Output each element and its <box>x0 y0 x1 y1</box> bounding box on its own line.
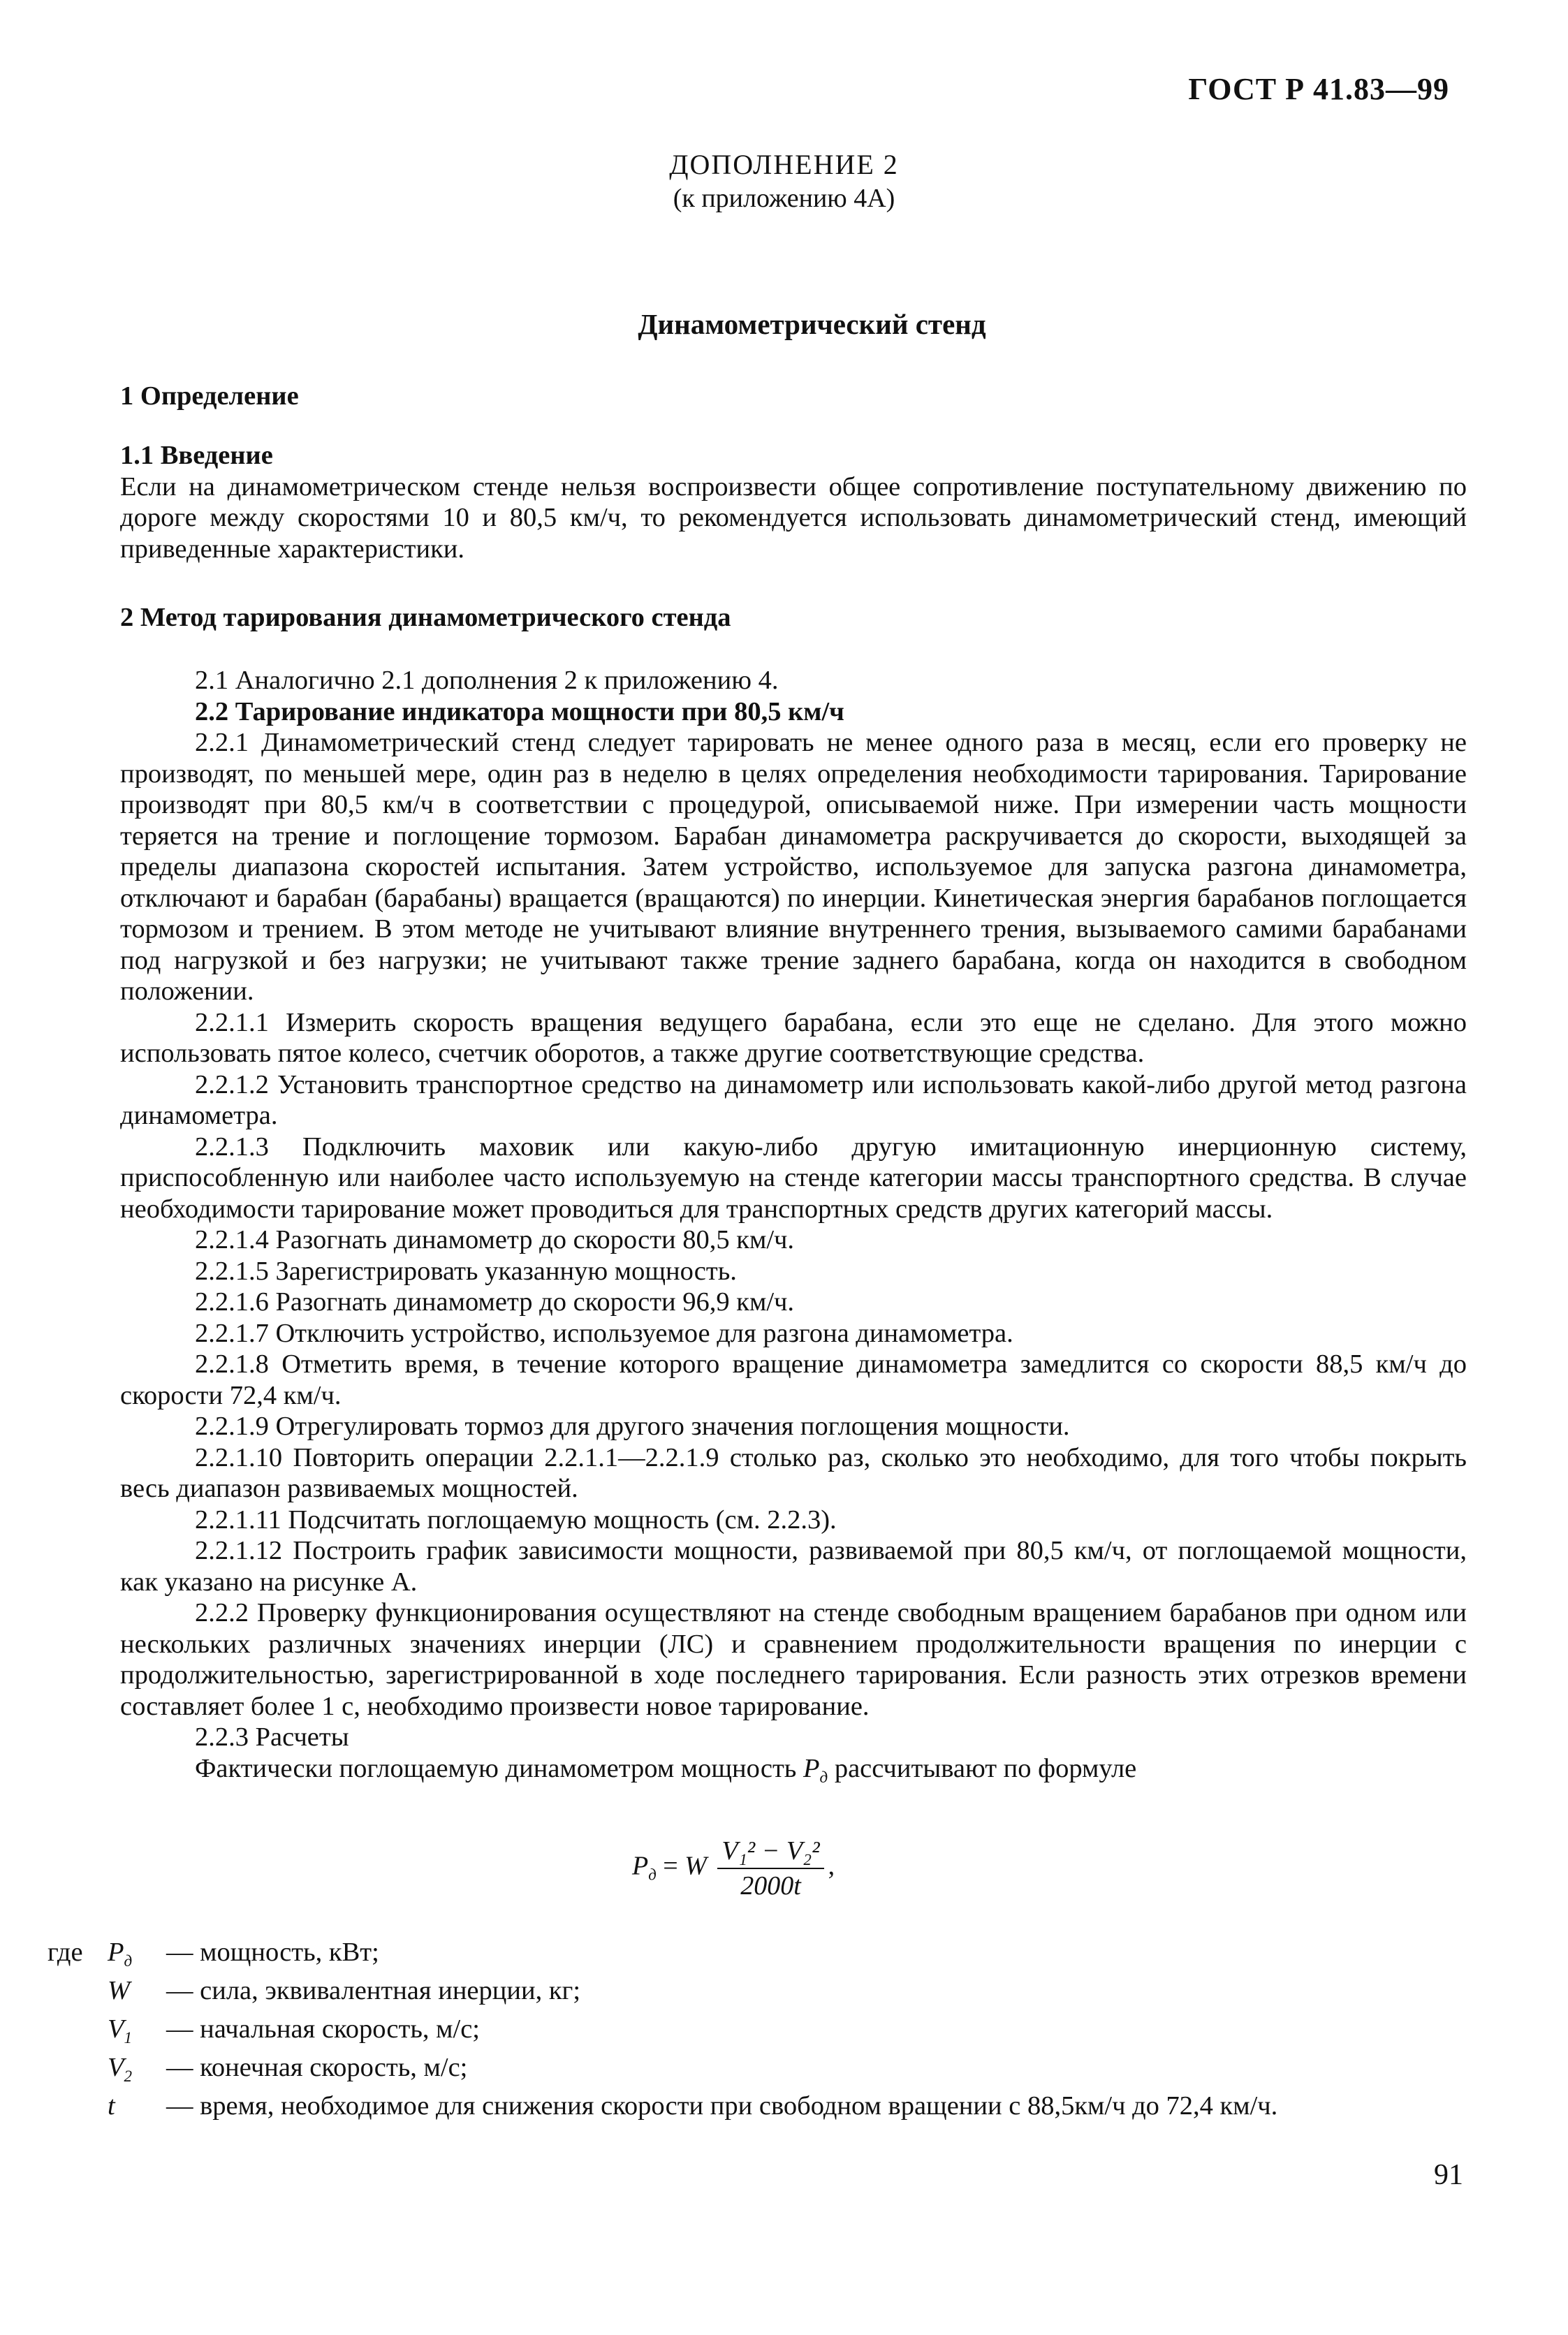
paragraph-2-2-3: 2.2.3 Расчеты <box>195 1722 349 1752</box>
definition-row: где $P_д$ — мощность, кВт; <box>47 1938 1277 1976</box>
formula-denominator: 2000t <box>740 1871 801 1901</box>
definition-row: $V_1$ — начальная скорость, м/с; <box>47 2014 1277 2053</box>
paragraph-2-2-1-10: 2.2.1.10 Повторить операции 2.2.1.1—2.2.1.9 столько раз, сколько это необходимо, для того чтобы покрыть весь диапазон развиваемых мощностей. <box>120 1442 1467 1503</box>
definition-text: — мощность, кВт; <box>166 1938 379 1967</box>
definition-text: — конечная скорость, м/с; <box>166 2053 468 2083</box>
definition-symbol: W <box>108 1976 131 2006</box>
formula-equals: = <box>663 1851 678 1881</box>
formula-w: W <box>684 1851 707 1881</box>
definition-row <box>47 1976 1277 2014</box>
paragraph-2-2-1-1: 2.2.1.1 Измерить скорость вращения ведущего барабана, если это еще не сделано. Для этого можно использовать пятое колесо, счетчик оборотов, а также другие соответствующие средства. <box>120 1007 1467 1068</box>
section-1-heading: 1 Определение <box>120 381 299 411</box>
paragraph-2-2-1-9: 2.2.1.9 Отрегулировать тормоз для другого значения поглощения мощности. <box>195 1412 1070 1441</box>
definition-symbol: t <box>108 2091 115 2121</box>
supplement-title: ДОПОЛНЕНИЕ 2 <box>669 149 899 180</box>
section-1-1-text: Если на динамометрическом стенде нельзя воспроизвести общее сопротивление поступательному движению по дороге между скоростями 10 и 80,5 км/ч, то рекомендуется использовать динамометрический стенд, имеющий приведенные характеристики. <box>120 471 1467 564</box>
definitions-list <box>47 1938 1277 2130</box>
paragraph-2-2-1-5: 2.2.1.5 Зарегистрировать указанную мощность. <box>195 1256 737 1286</box>
heading-2-2: 2.2 Тарирование индикатора мощности при 80,5 км/ч <box>195 696 844 726</box>
definition-text: — время, необходимое для снижения скорости при свободном вращении с 88,5км/ч до 72,4 км/ч. <box>166 2091 1278 2121</box>
formula-numerator: V₁² − V₂² <box>717 1836 823 1869</box>
formula-lhs: P <box>632 1851 649 1881</box>
section-1-1 <box>120 440 1467 564</box>
definition-text: — сила, эквивалентная инерции, кг; <box>166 1976 581 2006</box>
definition-symbol: V <box>108 2014 124 2044</box>
definition-symbol: P <box>108 1938 124 1967</box>
paragraph-2-2-3-text: Фактически поглощаемую динамометром мощность $P_д$ рассчитывают по формуле <box>195 1753 1137 1786</box>
paragraph-2-2-1: 2.2.1 Динамометрический стенд следует тарировать не менее одного раза в месяц, если его проверку не производят, по меньшей мере, один раз в неделю в целях определения необходимости тарирования. Тарирование производят при 80,5 км/ч в соответствии с процедурой, описываемой ниже. При измерении часть мощности теряется на трение и поглощение тормозом. Барабан динамометра раскручивается до скорости, выходящей за пределы диапазона скоростей испытания. Затем устройство, используемое для запуска разгона динамометра, отключают и барабан (барабаны) вращается (вращаются) по инерции. Кинетическая энергия барабанов поглощается тормозом и трением. В этом методе не учитывают влияние внутреннего трения, вызываемого самими барабанами под нагрузкой и без нагрузки; не учитывают также трение заднего барабана, когда он находится в свободном положении. <box>120 728 1467 1006</box>
section-2-heading: 2 Метод тарирования динамометрического стенда <box>120 603 731 632</box>
definition-row <box>47 2091 1277 2130</box>
section-1-1-heading: 1.1 Введение <box>120 441 273 470</box>
definition-text: — начальная скорость, м/с; <box>166 2014 480 2044</box>
paragraph-2-2-1-6: 2.2.1.6 Разогнать динамометр до скорости 96,9 км/ч. <box>195 1287 795 1317</box>
definition-symbol: V <box>108 2053 124 2083</box>
power-formula <box>632 1836 835 1901</box>
document-code: ГОСТ Р 41.83—99 <box>1188 72 1449 106</box>
main-title: Динамометрический стенд <box>638 308 986 340</box>
formula-fraction <box>717 1836 823 1901</box>
paragraph-2-2-1-8: 2.2.1.8 Отметить время, в течение которого вращение динамометра замедлится со скорости 88,5 км/ч до скорости 72,4 км/ч. <box>120 1349 1467 1410</box>
paragraph-2-2-1-2: 2.2.1.2 Установить транспортное средство на динамометр или использовать какой-либо другой метод разгона динамометра. <box>120 1069 1467 1130</box>
section-2-body <box>120 665 1467 1792</box>
paragraph-2-2-1-3: 2.2.1.3 Подключить маховик или какую-либо другую имитационную инерционную систему, приспособленную или наиболее часто используемую на стенде категории массы транспортного средства. В случае необходимости тарирование может проводиться для транспортных средств других категорий массы. <box>120 1132 1467 1224</box>
paragraph-2-2-1-4: 2.2.1.4 Разогнать динамометр до скорости 80,5 км/ч. <box>195 1225 795 1254</box>
supplement-subtitle: (к приложению 4А) <box>673 184 895 213</box>
paragraph-2-1: 2.1 Аналогично 2.1 дополнения 2 к приложению 4. <box>195 666 779 695</box>
paragraph-2-2-1-11: 2.2.1.11 Подсчитать поглощаемую мощность (см. 2.2.3). <box>195 1505 837 1535</box>
definition-row: $V_2$ — конечная скорость, м/с; <box>47 2053 1277 2091</box>
formula-trailing: , <box>828 1851 835 1881</box>
page-number: 91 <box>1434 2159 1463 2191</box>
formula-lhs-sub: д <box>648 1866 657 1884</box>
paragraph-2-2-1-7: 2.2.1.7 Отключить устройство, используемое для разгона динамометра. <box>195 1318 1013 1348</box>
power-symbol: P <box>803 1753 820 1783</box>
paragraph-2-2-2: 2.2.2 Проверку функционирования осуществляют на стенде свободным вращением барабанов при одном или нескольких различных значениях инерции (ЛС) и сравнением продолжительности вращения по инерции с продолжительностью, зарегистрированной в ходе последнего тарирования. Если разность этих отрезков времени составляет более 1 с, необходимо произвести новое тарирование. <box>120 1598 1467 1721</box>
paragraph-2-2-1-12: 2.2.1.12 Построить график зависимости мощности, развиваемой при 80,5 км/ч, от поглощаемой мощности, как указано на рисунке А. <box>120 1536 1467 1597</box>
